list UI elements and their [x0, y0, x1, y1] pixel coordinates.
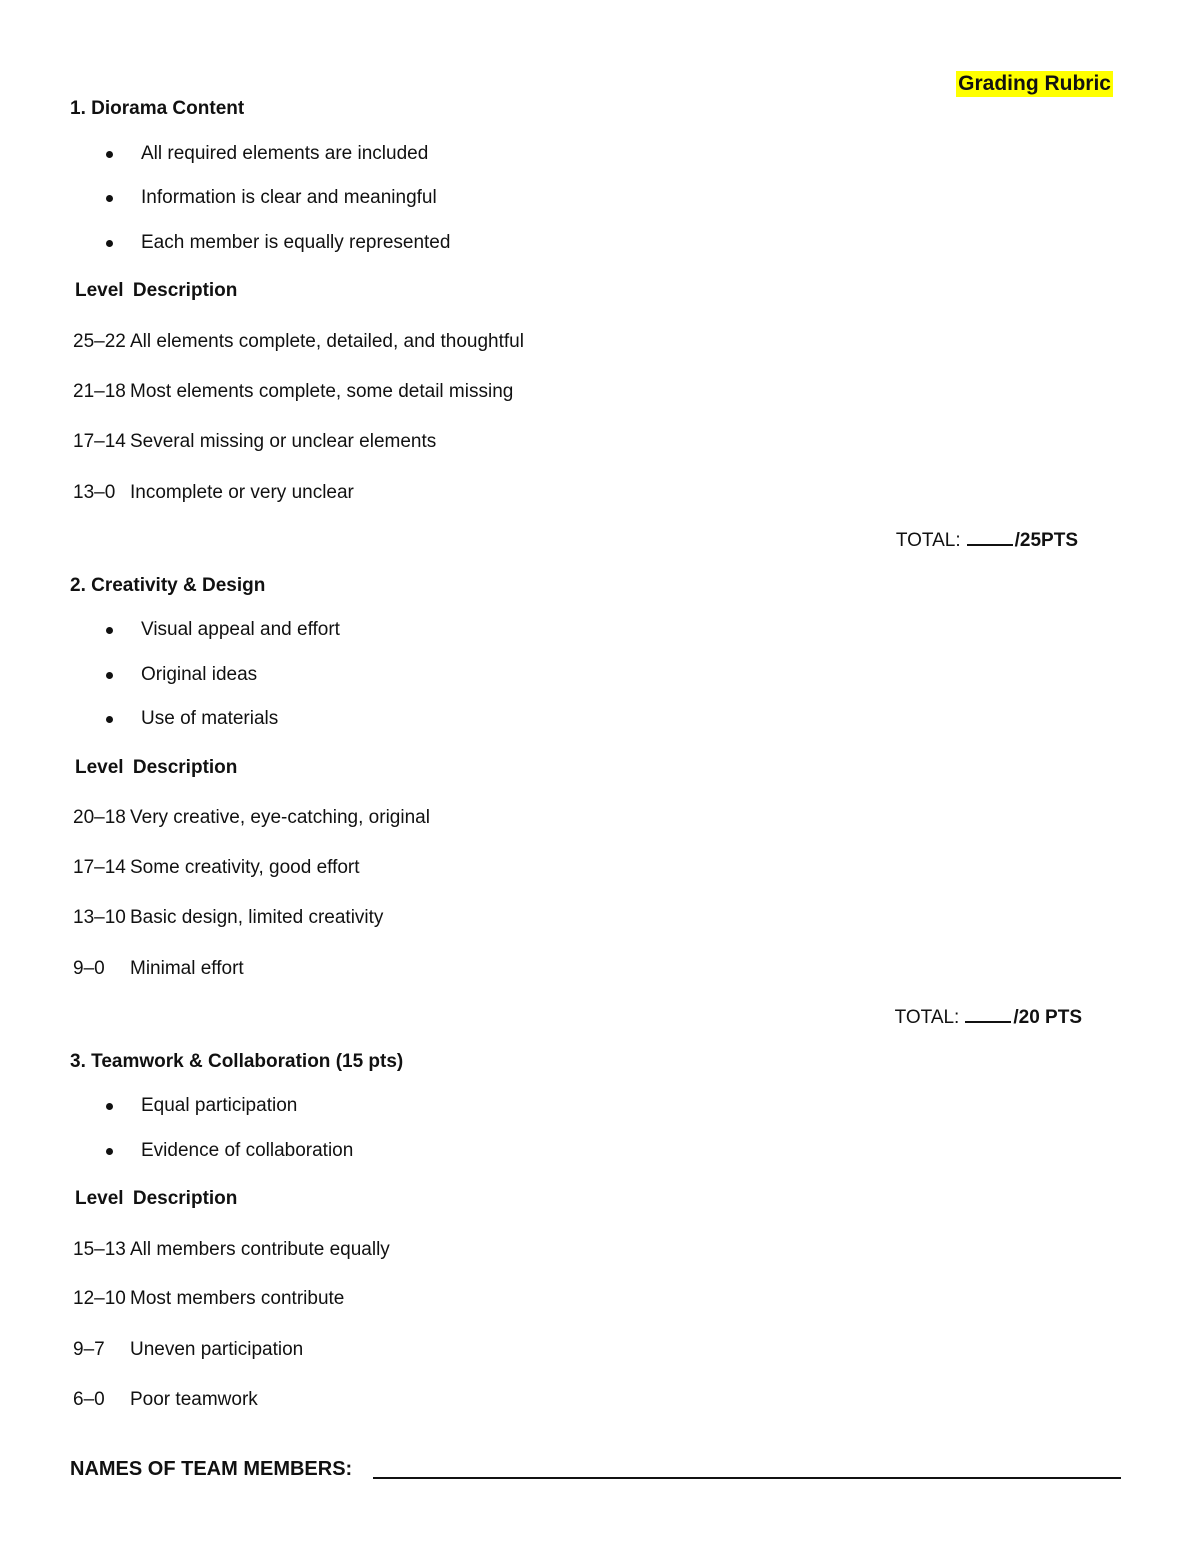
section-3-bullet: Equal participation: [141, 1094, 297, 1118]
level-range: 17–14: [73, 857, 126, 878]
level-row: [73, 1238, 390, 1262]
level-range: 20–18: [73, 807, 126, 828]
bullet-dot-icon: [106, 627, 113, 634]
level-range: 25–22: [73, 331, 126, 352]
section-3-heading: 3. Teamwork & Collaboration (15 pts): [70, 1051, 404, 1072]
level-row: [73, 1338, 303, 1362]
level-range: 15–13: [73, 1239, 126, 1260]
level-range: 12–10: [73, 1288, 126, 1309]
level-description: Minimal effort: [130, 958, 244, 979]
level-description: All members contribute equally: [130, 1239, 390, 1260]
bullet-dot-icon: [106, 240, 113, 247]
section-2-bullet: Original ideas: [141, 663, 257, 687]
level-row: [73, 806, 430, 830]
level-description: All elements complete, detailed, and thoughtful: [130, 331, 524, 352]
section-1-bullet: Information is clear and meaningful: [141, 186, 437, 210]
section-1-total: TOTAL: /25PTS: [895, 530, 1078, 551]
bullet-dot-icon: [106, 195, 113, 202]
score-blank[interactable]: [967, 530, 1013, 546]
level-row: [73, 380, 513, 404]
level-range: 6–0: [73, 1389, 105, 1410]
section-1-bullet: All required elements are included: [141, 142, 428, 166]
level-row: [73, 1287, 344, 1311]
level-row: [73, 330, 524, 354]
level-range: 21–18: [73, 381, 126, 402]
level-description: Basic design, limited creativity: [130, 907, 384, 928]
level-row: [73, 481, 354, 505]
level-description: Several missing or unclear elements: [130, 431, 437, 452]
section-2-bullet: Visual appeal and effort: [141, 618, 340, 642]
level-row: [73, 906, 383, 930]
level-row: [73, 856, 360, 880]
level-range: 13–10: [73, 907, 126, 928]
section-3-bullet: Evidence of collaboration: [141, 1139, 353, 1163]
level-range: 13–0: [73, 482, 116, 503]
level-row: [73, 430, 436, 454]
team-members-input-line[interactable]: [373, 1477, 1121, 1479]
bullet-dot-icon: [106, 672, 113, 679]
level-row: [73, 957, 244, 981]
level-range: 17–14: [73, 431, 126, 452]
level-row: [73, 1388, 258, 1412]
section-3-level-header: Level Description: [75, 1188, 238, 1209]
level-range: 9–0: [73, 958, 105, 979]
section-2-bullet: Use of materials: [141, 707, 278, 731]
level-description: Most elements complete, some detail missing: [130, 381, 514, 402]
level-description: Some creativity, good effort: [130, 857, 360, 878]
level-description: Incomplete or very unclear: [130, 482, 354, 503]
section-1-heading: 1. Diorama Content: [70, 98, 245, 119]
section-2-total: TOTAL: /20 PTS: [894, 1007, 1082, 1028]
level-description: Very creative, eye-catching, original: [130, 807, 430, 828]
document-title: Grading Rubric: [958, 72, 1111, 95]
level-description: Poor teamwork: [130, 1389, 258, 1410]
section-2-heading: 2. Creativity & Design: [70, 575, 266, 596]
level-description: Most members contribute: [130, 1288, 345, 1309]
bullet-dot-icon: [106, 1148, 113, 1155]
bullet-dot-icon: [106, 716, 113, 723]
section-1-level-header: Level Description: [75, 280, 238, 301]
score-blank[interactable]: [965, 1007, 1011, 1023]
section-1-bullet: Each member is equally represented: [141, 231, 450, 255]
team-members-label: NAMES OF TEAM MEMBERS:: [70, 1458, 353, 1480]
section-2-level-header: Level Description: [75, 757, 238, 778]
bullet-dot-icon: [106, 151, 113, 158]
level-description: Uneven participation: [130, 1339, 304, 1360]
level-range: 9–7: [73, 1339, 105, 1360]
bullet-dot-icon: [106, 1103, 113, 1110]
